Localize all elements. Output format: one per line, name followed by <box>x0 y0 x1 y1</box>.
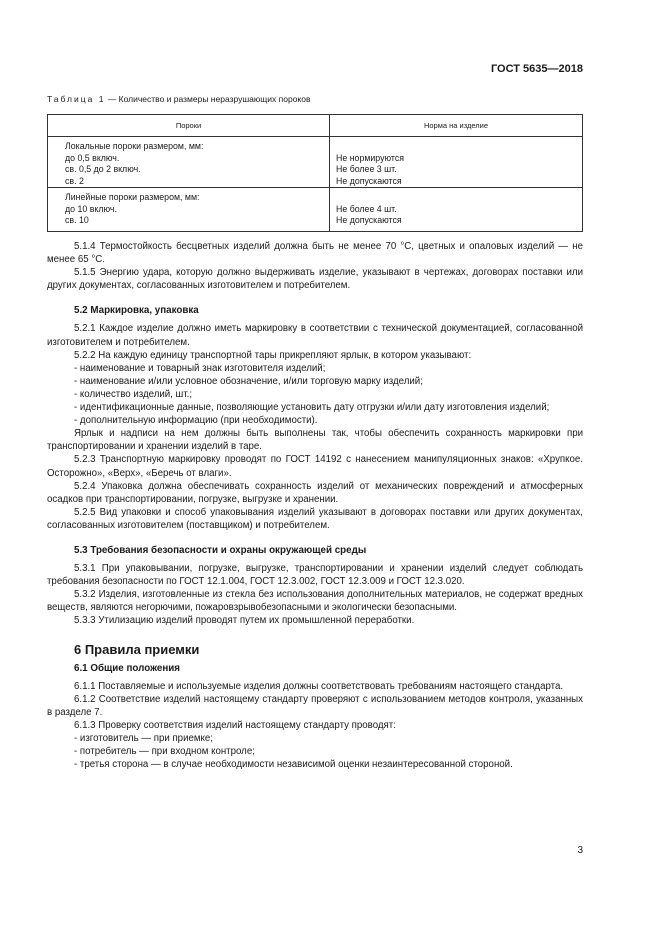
column-header-defects: Пороки <box>48 115 330 137</box>
paragraph-5-1-4: 5.1.4 Термостойкость бесцветных изделий должна быть не менее 70 °С, цветных и опаловых изделий — не менее 65 °С. <box>47 241 583 266</box>
list-item: - наименование и/или условное обозначение, и/или торговую марку изделий; <box>74 375 423 387</box>
section-heading-5-2: 5.2 Маркировка, упаковка <box>74 305 199 317</box>
column-header-norm: Норма на изделие <box>330 115 583 137</box>
paragraph-5-2-2-label: Ярлык и надписи на нем должны быть выполнены так, чтобы обеспечить сохранность маркировки при транспортировании и хранении изделий в таре. <box>47 428 583 453</box>
cell-line: Локальные пороки размером, мм: <box>65 141 204 151</box>
paragraph-5-2-3: 5.2.3 Транспортную маркировку проводят по ГОСТ 14192 с нанесением манипуляционных знаков: «Хрупкое. Осторожно», «Верх», «Беречь от влаги». <box>47 454 583 479</box>
cell-line: Линейные пороки размером, мм: <box>65 192 200 202</box>
list-item: - потребитель — при входном контроле; <box>74 746 255 758</box>
section-heading-6: 6 Правила приемки <box>74 641 200 657</box>
list-item: - третья сторона — в случае необходимости независимой оценки незаинтересованной стороной. <box>74 759 513 771</box>
cell-line: св. 0,5 до 2 включ. <box>65 164 141 174</box>
table-row <box>48 137 583 188</box>
section-heading-6-1: 6.1 Общие положения <box>74 662 181 674</box>
table-caption-text: — Количество и размеры неразрушающих пороков <box>107 94 311 104</box>
list-item: - наименование и товарный знак изготовителя изделий; <box>74 362 326 374</box>
paragraph-5-1-5: 5.1.5 Энергию удара, которую должно выдерживать изделие, указывают в чертежах, договорах поставки или других документах, согласованных изготовителем и потребителем. <box>47 267 583 292</box>
defects-table <box>47 114 583 232</box>
table-cell-defect <box>48 137 330 188</box>
paragraph-5-2-5: 5.2.5 Вид упаковки и способ упаковывания изделий указывают в договорах поставки или других документах, согласованных изготовителем (поставщиком) и потребителем. <box>47 506 583 531</box>
cell-line: Не более 4 шт. <box>336 203 397 214</box>
cell-line: до 10 включ. <box>65 203 117 214</box>
paragraph-6-1-1: 6.1.1 Поставляемые и используемые изделия должны соответствовать требованиям настоящего стандарта. <box>74 680 564 692</box>
document-body <box>47 240 583 771</box>
section-heading-5-3: 5.3 Требования безопасности и охраны окружающей среды <box>74 544 367 556</box>
list-item: - количество изделий, шт.; <box>74 388 193 400</box>
list-item: - изготовитель — при приемке; <box>74 733 213 745</box>
cell-line: Не допускаются <box>336 215 402 225</box>
table-cell-norm <box>330 137 583 188</box>
document-header-standard: ГОСТ 5635—2018 <box>490 63 583 75</box>
paragraph-5-3-1: 5.3.1 При упаковывании, погрузке, выгрузке, транспортировании и хранении изделий следует соблюдать требования безопасности по ГОСТ 12.1.004, ГОСТ 12.3.002, ГОСТ 12.3.009 и ГОСТ 12.3.020. <box>47 563 583 588</box>
paragraph-5-3-3: 5.3.3 Утилизацию изделий проводят путем их промышленной переработки. <box>74 615 415 627</box>
list-item: - идентификационные данные, позволяющие установить дату отгрузки и/или дату изготовления изделий; <box>74 402 550 414</box>
table-caption-label: Таблица 1 <box>47 94 106 104</box>
cell-line: Не допускаются <box>336 175 402 186</box>
cell-line: Не нормируются <box>336 152 404 163</box>
paragraph-5-3-2: 5.3.2 Изделия, изготовленные из стекла без использования дополнительных материалов, не содержат вредных веществ, являются негорючими, пожаровзрывобезопасными и экологически безопасными. <box>47 589 583 614</box>
paragraph-5-2-4: 5.2.4 Упаковка должна обеспечивать сохранность изделий от механических повреждений и атмосферных осадков при транспортировании, погрузке, выгрузке и хранении. <box>47 480 583 505</box>
table-caption <box>47 94 310 104</box>
cell-line: св. 2 <box>65 175 84 186</box>
table-header-row <box>48 115 583 137</box>
table-row <box>48 188 583 232</box>
list-item: - дополнительную информацию (при необходимости). <box>74 415 318 427</box>
paragraph-5-2-1: 5.2.1 Каждое изделие должно иметь маркировку в соответствии с технической документацией, согласованной изготовителем и потребителем. <box>47 323 583 348</box>
cell-line: св. 10 <box>65 215 89 225</box>
paragraph-6-1-3: 6.1.3 Проверку соответствия изделий настоящему стандарту проводят: <box>74 720 396 731</box>
paragraph-6-1-2: 6.1.2 Соответствие изделий настоящему стандарту проверяют с использованием методов контроля, указанных в разделе 7. <box>47 693 583 718</box>
table-cell-norm <box>330 188 583 232</box>
page-number: 3 <box>577 845 583 856</box>
table-cell-defect <box>48 188 330 232</box>
cell-line: Не более 3 шт. <box>336 164 397 174</box>
paragraph-5-2-2: 5.2.2 На каждую единицу транспортной тары прикрепляют ярлык, в котором указывают: <box>74 349 472 361</box>
cell-line: до 0,5 включ. <box>65 152 120 163</box>
